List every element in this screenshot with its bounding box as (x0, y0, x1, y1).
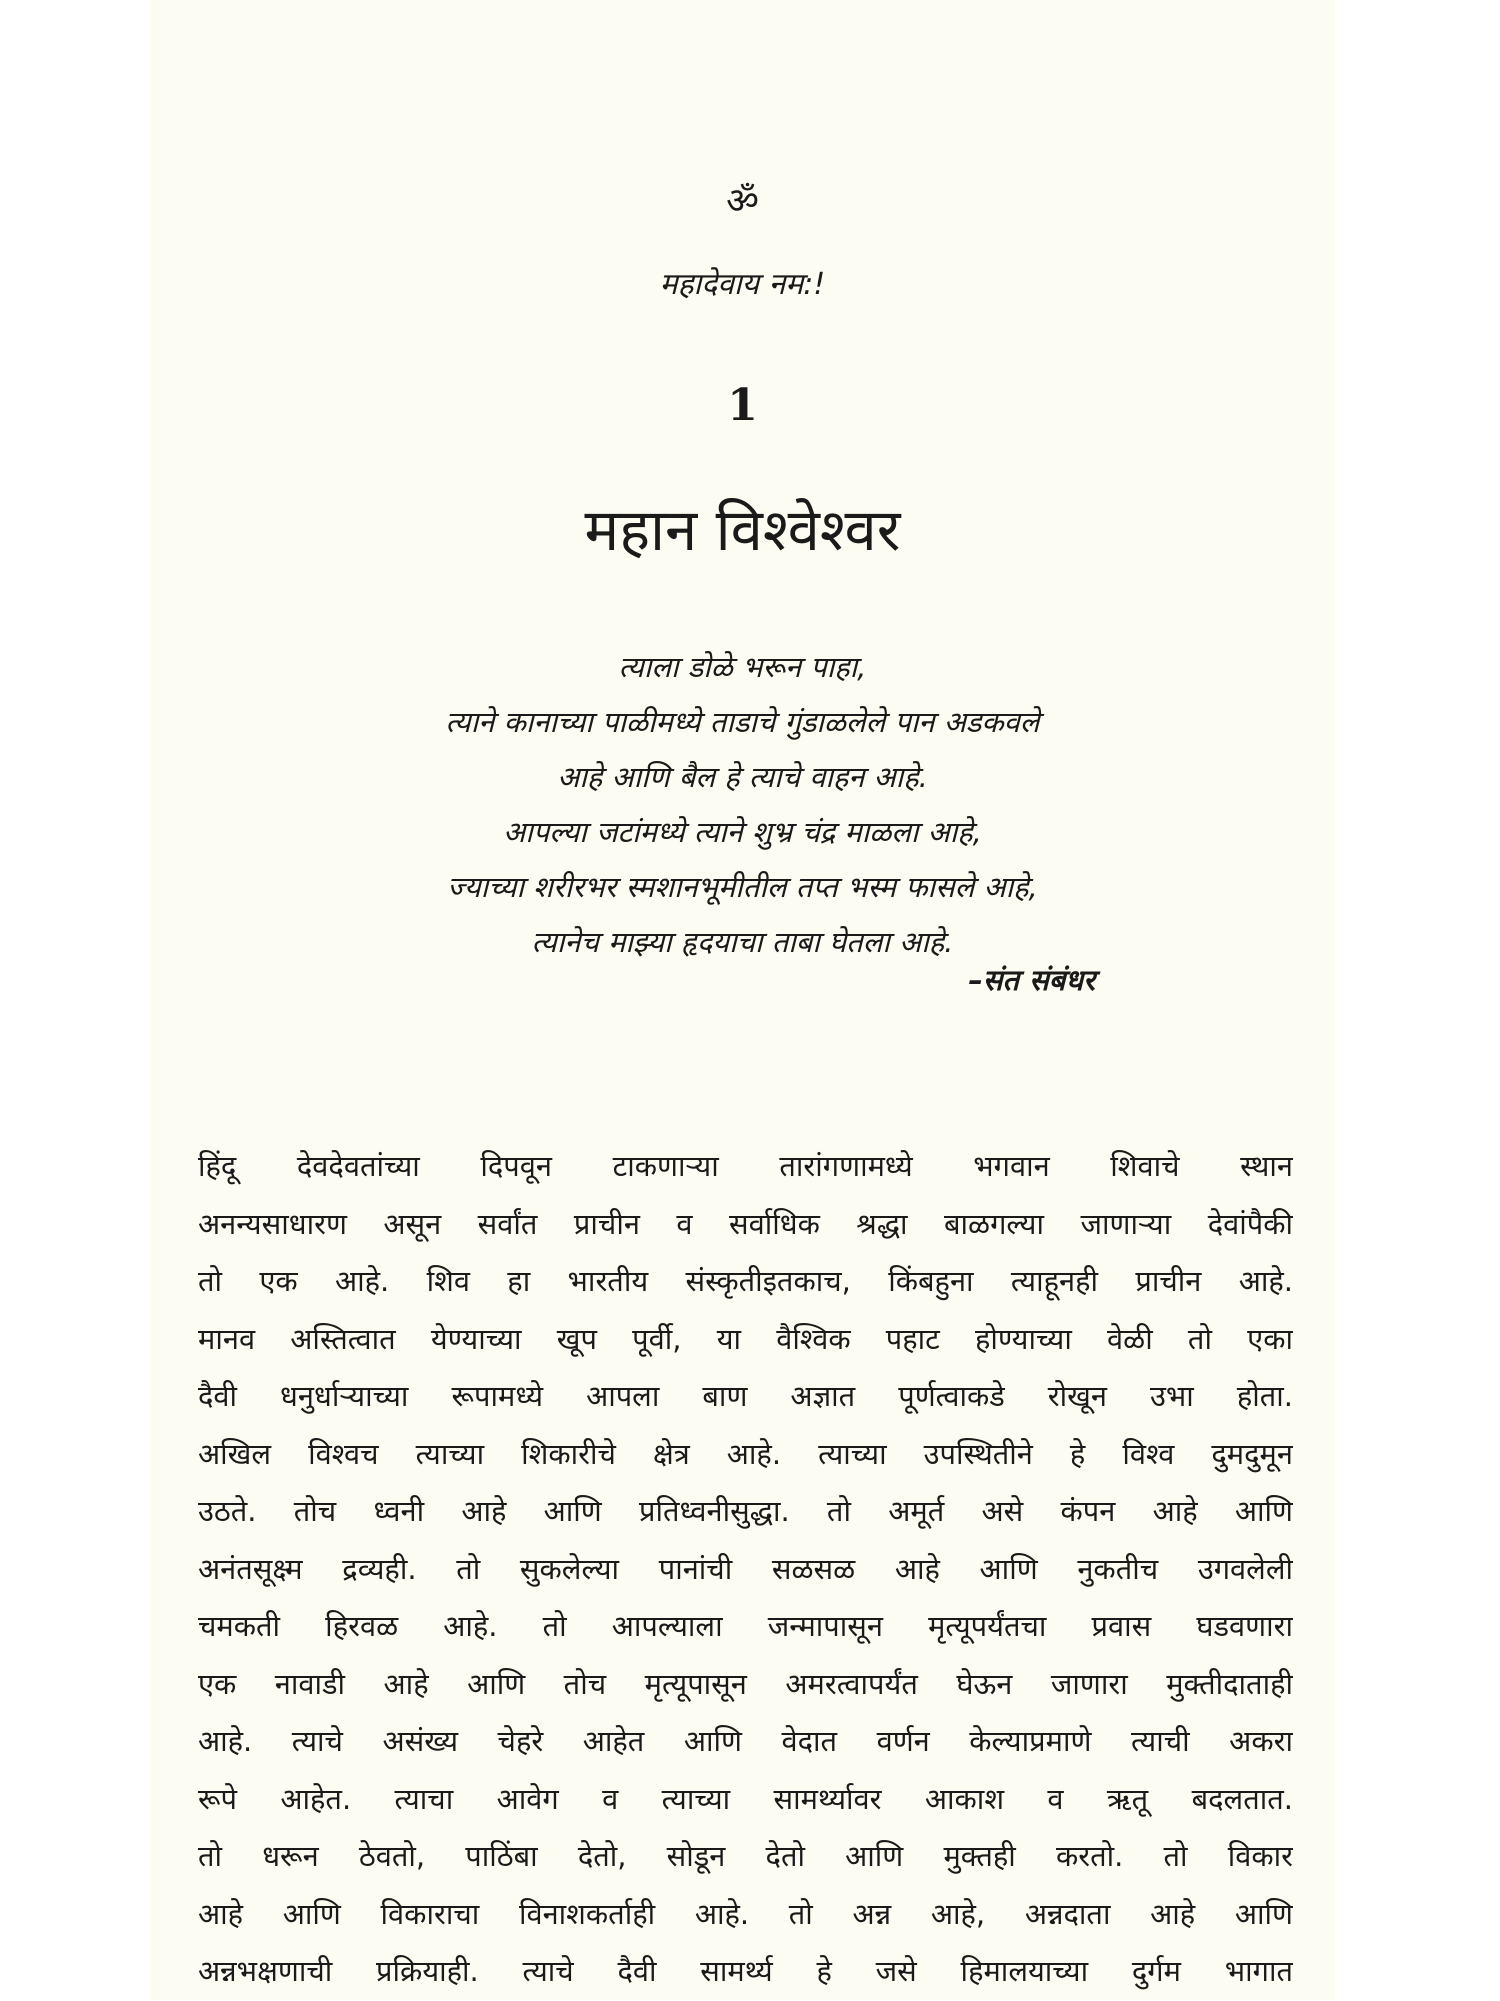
verse-attribution: –संत संबंधर (968, 963, 1095, 997)
book-page (150, 0, 1335, 2000)
verse-line: ज्याच्या शरीरभर स्मशानभूमीतील तप्त भस्म फासले आहे, (447, 870, 1038, 904)
body-line: अनंतसूक्ष्म द्रव्यही. तो सुकलेल्या पानांची सळसळ आहे आणि नुकतीच उगवलेली (198, 1551, 1293, 1586)
body-line: मानव अस्तित्वात येण्याच्या खूप पूर्वी, या वैश्विक पहाट होण्याच्या वेळी तो एका (198, 1321, 1293, 1356)
body-line: आहे. त्याचे असंख्य चेहरे आहेत आणि वेदात वर्णन केल्याप्रमाणे त्याची अकरा (198, 1724, 1293, 1758)
body-paragraph (198, 1138, 1293, 2001)
body-line: हिंदू देवदेवतांच्या दिपवून टाकणाऱ्या तारांगणामध्ये भगवान शिवाचे स्थान (198, 1149, 1293, 1183)
body-line: उठते. तोच ध्वनी आहे आणि प्रतिध्वनीसुद्धा. तो अमूर्त असे कंपन आहे आणि (198, 1494, 1293, 1528)
chapter-number: 1 (727, 380, 758, 431)
body-line: अनन्यसाधारण असून सर्वांत प्राचीन व सर्वाधिक श्रद्धा बाळगल्या जाणाऱ्या देवांपैकी (198, 1206, 1293, 1241)
verse-line: त्याने कानाच्या पाळीमध्ये ताडाचे गुंडाळलेले पान अडकवले (445, 705, 1040, 739)
verse-line: आपल्या जटांमध्ये त्याने शुभ्र चंद्र माळला आहे, (503, 815, 982, 849)
body-line: एक नावाडी आहे आणि तोच मृत्यूपासून अमरत्वापर्यंत घेऊन जाणारा मुक्तीदाताही (198, 1666, 1293, 1701)
body-line: अन्नभक्षणाची प्रक्रियाही. त्याचे दैवी सामर्थ्य हे जसे हिमालयाच्या दुर्गम भागात (198, 1954, 1293, 1988)
body-line: चमकती हिरवळ आहे. तो आपल्याला जन्मापासून मृत्यूपर्यंतचा प्रवास घडवणारा (198, 1609, 1293, 1643)
verse-line: त्यानेच माझ्या हृदयाचा ताबा घेतला आहे. (531, 925, 954, 959)
om-symbol: ॐ (726, 181, 759, 222)
body-line: तो एक आहे. शिव हा भारतीय संस्कृतीइतकाच, किंबहुना त्याहूनही प्राचीन आहे. (198, 1264, 1293, 1298)
body-line: आहे आणि विकाराचा विनाशकर्ताही आहे. तो अन्न आहे, अन्नदाता आहे आणि (198, 1896, 1293, 1931)
body-line: दैवी धनुर्धाऱ्याच्या रूपामध्ये आपला बाण अज्ञात पूर्णत्वाकडे रोखून उभा होता. (198, 1379, 1293, 1413)
body-line: रूपे आहेत. त्याचा आवेग व त्याच्या सामर्थ्यावर आकाश व ऋतू बदलतात. (198, 1781, 1293, 1816)
epigraph-verse (150, 640, 1335, 970)
verse-line: त्याला डोळे भरून पाहा, (618, 650, 867, 684)
verse-line: आहे आणि बैल हे त्याचे वाहन आहे. (557, 760, 928, 794)
chapter-title: महान विश्वेश्वर (584, 496, 901, 564)
body-line: अखिल विश्वच त्याच्या शिकारीचे क्षेत्र आहे. त्याच्या उपस्थितीने हे विश्व दुमदुमून (198, 1436, 1293, 1471)
invocation: महादेवाय नम:! (659, 267, 826, 302)
body-line: तो धरून ठेवतो, पाठिंबा देतो, सोडून देतो आणि मुक्तही करतो. तो विकार (198, 1839, 1293, 1873)
